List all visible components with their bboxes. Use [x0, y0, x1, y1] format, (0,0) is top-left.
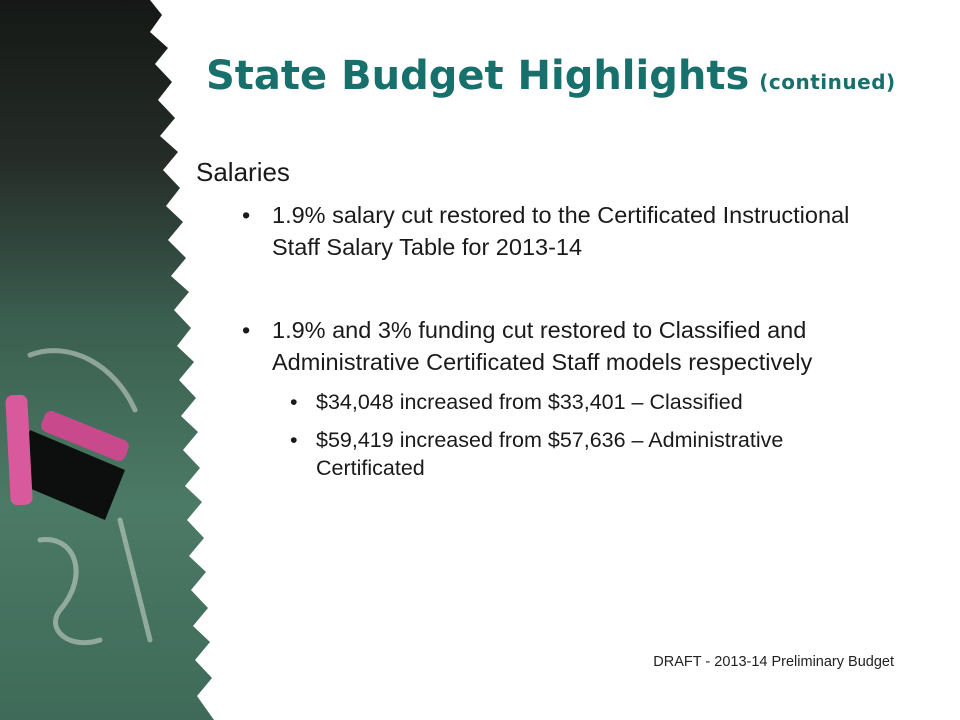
bullet-text: 1.9% salary cut restored to the Certificated Instructional Staff Salary Table for 2013-14: [272, 202, 850, 260]
bullet-text: 1.9% and 3% funding cut restored to Classified and Administrative Certificated Staff models respectively: [272, 317, 813, 375]
sub-bullet-item: • $59,419 increased from $57,636 – Administrative Certificated: [284, 426, 892, 482]
chalkboard-surface: [0, 0, 214, 720]
slide-title-main: State Budget Highlights: [206, 53, 750, 99]
bullet-list: [242, 199, 892, 482]
section-heading: Salaries: [196, 157, 290, 187]
bullet-item: [242, 199, 892, 263]
chalkboard-decoration: [0, 0, 230, 720]
sub-bullet-list: [284, 388, 892, 482]
slide-title-suffix: (continued): [759, 70, 896, 94]
sub-bullet-item: • $34,048 increased from $33,401 – Classified: [284, 388, 892, 416]
slide-title: [206, 52, 896, 106]
bullet-item: [242, 314, 892, 482]
slide-footer: DRAFT - 2013-14 Preliminary Budget: [653, 654, 894, 670]
